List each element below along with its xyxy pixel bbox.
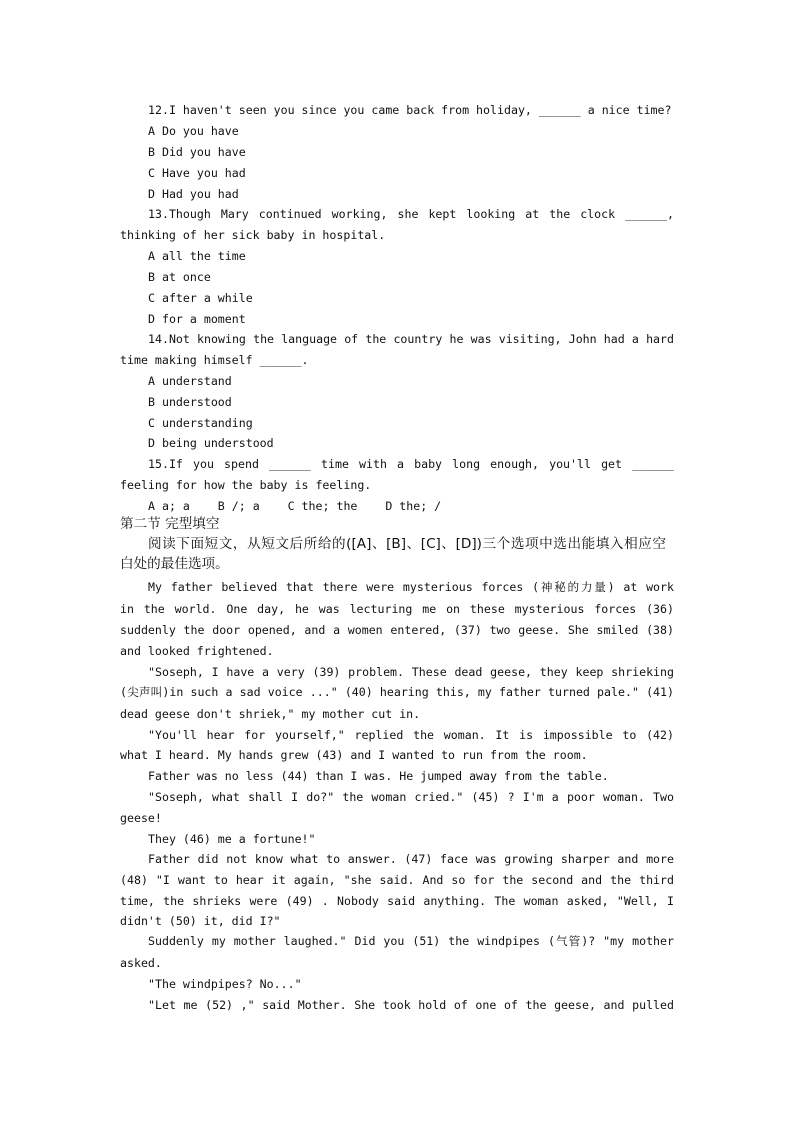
passage-line: Father did not know what to answer. (47) face was growing sharper and more — [148, 852, 674, 866]
section-instruction: 阅读下面短文，从短文后所给的([A]、[B]、[C]、[D])三个选项中选出能填入相应空 — [148, 536, 666, 552]
question-15-stem: 15.If you spend ______ time with a baby long enough, you'll get ______ — [148, 457, 674, 471]
passage-line: Father was no less (44) than I was. He jumped away from the table. — [148, 769, 609, 783]
passage-line: suddenly the door opened, and a women entered, (37) two geese. She smiled (38) — [120, 623, 674, 637]
passage-line: "You'll hear for yourself," replied the woman. It is impossible to (42) — [148, 728, 674, 742]
passage-line: "Soseph, I have a very (39) problem. These dead geese, they keep shrieking — [148, 665, 674, 679]
question-14-option-b: B understood — [148, 395, 232, 409]
question-12-option-b: B Did you have — [148, 145, 246, 159]
question-12-option-d: D Had you had — [148, 187, 239, 201]
passage-line: "Soseph, what shall I do?" the woman cried." (45) ? I'm a poor woman. Two — [148, 790, 674, 804]
passage-line: They (46) me a fortune!" — [148, 832, 316, 846]
passage-line: time, the shrieks were (49) . Nobody said anything. The woman asked, "Well, I — [120, 894, 674, 908]
passage-line: geese! — [120, 811, 162, 825]
question-15-options: A a; a B /; a C the; the D the; / — [148, 499, 442, 513]
question-13-option-d: D for a moment — [148, 312, 246, 326]
question-12-option-a: A Do you have — [148, 124, 239, 138]
question-13-option-a: A all the time — [148, 249, 246, 263]
question-14-option-c: C understanding — [148, 416, 253, 430]
passage-line: and looked frightened. — [120, 644, 274, 658]
passage-line: My father believed that there were mysterious forces (神秘的力量) at work — [148, 580, 674, 594]
section-heading: 第二节 完型填空 — [120, 516, 220, 532]
passage-line: didn't (50) it, did I?" — [120, 914, 281, 928]
question-13-stem: 13.Though Mary continued working, she kept looking at the clock ______, — [148, 207, 674, 221]
question-13-option-b: B at once — [148, 270, 211, 284]
passage-line: what I heard. My hands grew (43) and I wanted to run from the room. — [120, 748, 588, 762]
question-12-option-c: C Have you had — [148, 166, 246, 180]
question-15-stem-cont: feeling for how the baby is feeling. — [120, 478, 372, 492]
passage-line: (尖声叫)in such a sad voice ..." (40) hearing this, my father turned pale." (41) — [120, 685, 674, 699]
question-14-stem-cont: time making himself ______. — [120, 353, 309, 367]
question-14-option-a: A understand — [148, 374, 232, 388]
passage-line: asked. — [120, 956, 162, 970]
passage-line: "Let me (52) ," said Mother. She took hold of one of the geese, and pulled — [148, 998, 674, 1012]
passage-line: Suddenly my mother laughed." Did you (51) the windpipes (气管)? "my mother — [148, 934, 674, 948]
question-14-stem: 14.Not knowing the language of the country he was visiting, John had a hard — [148, 332, 674, 346]
passage-line: in the world. One day, he was lecturing me on these mysterious forces (36) — [120, 602, 674, 616]
passage-line: "The windpipes? No..." — [148, 977, 302, 991]
question-14-option-d: D being understood — [148, 436, 274, 450]
question-13-stem-cont: thinking of her sick baby in hospital. — [120, 228, 386, 242]
question-13-option-c: C after a while — [148, 291, 253, 305]
section-instruction-cont: 白处的最佳选项。 — [120, 556, 229, 572]
passage-line: dead geese don't shriek," my mother cut in. — [120, 707, 421, 721]
question-12-stem: 12.I haven't seen you since you came back from holiday, ______ a nice time? — [148, 103, 672, 117]
passage-line: (48) "I want to hear it again, "she said. And so for the second and the third — [120, 873, 674, 887]
